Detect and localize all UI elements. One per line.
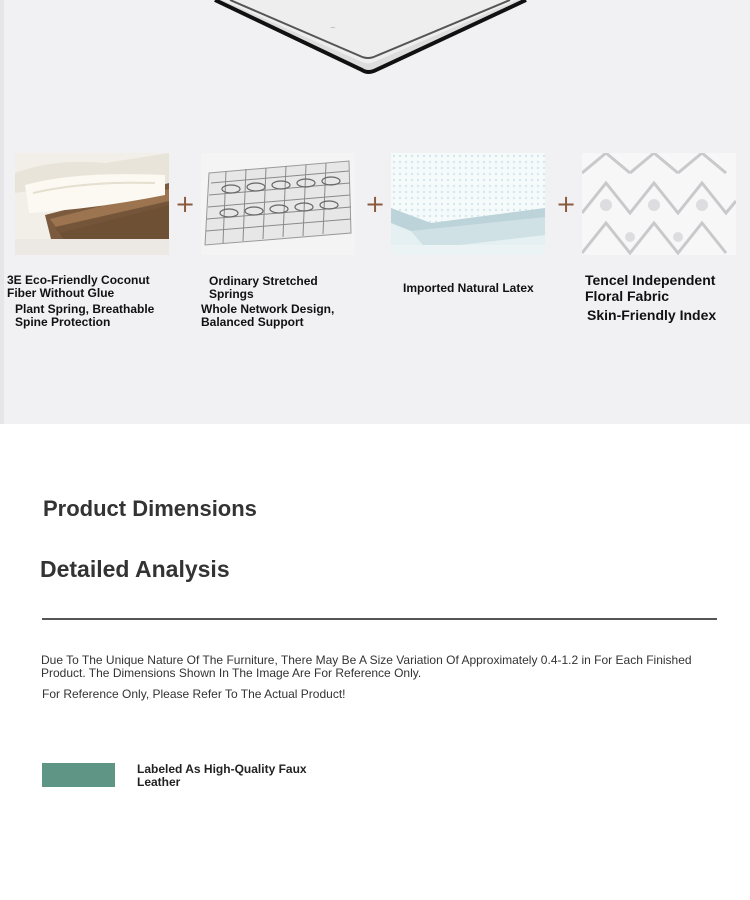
layer-4-subtitle: Skin-Friendly Index <box>587 307 717 323</box>
layer-4-title: Tencel Independent Floral Fabric <box>585 272 716 304</box>
plus-sign-3: + <box>556 190 577 218</box>
plus-sign-1: + <box>175 190 196 218</box>
materials-panel <box>0 0 750 424</box>
layer-2-subtitle: Whole Network Design, Balanced Support <box>201 302 335 329</box>
svg-text:~: ~ <box>330 24 336 32</box>
detailed-analysis-title: Detailed Analysis <box>40 556 230 582</box>
layer-1-title: 3E Eco-Friendly Coconut Fiber Without Glue <box>7 273 150 300</box>
spring-coil-layer-image <box>201 153 355 255</box>
plus-sign-2: + <box>365 190 386 218</box>
quilted-fabric-layer-image <box>582 153 736 255</box>
coconut-fiber-layer-image <box>15 153 169 255</box>
reference-note: For Reference Only, Please Refer To The Actual Product! <box>42 687 346 701</box>
product-dimensions-title: Product Dimensions <box>43 496 257 521</box>
layer-1-subtitle: Plant Spring, Breathable Spine Protection <box>15 302 155 329</box>
layer-2-title: Ordinary Stretched Springs <box>209 274 318 301</box>
faux-leather-swatch <box>42 763 115 787</box>
size-variation-note: Due To The Unique Nature Of The Furniture, There May Be A Size Variation Of Approximately 0.4-1.2 in For Each Finished Product. The Dimensions Shown In The Image Are For Reference Only. <box>41 653 692 680</box>
layer-3-title: Imported Natural Latex <box>403 281 534 295</box>
section-divider <box>42 618 717 620</box>
latex-foam-layer-image <box>391 153 545 255</box>
mattress-photo <box>0 0 750 80</box>
faux-leather-label: Labeled As High-Quality Faux Leather <box>137 762 307 789</box>
